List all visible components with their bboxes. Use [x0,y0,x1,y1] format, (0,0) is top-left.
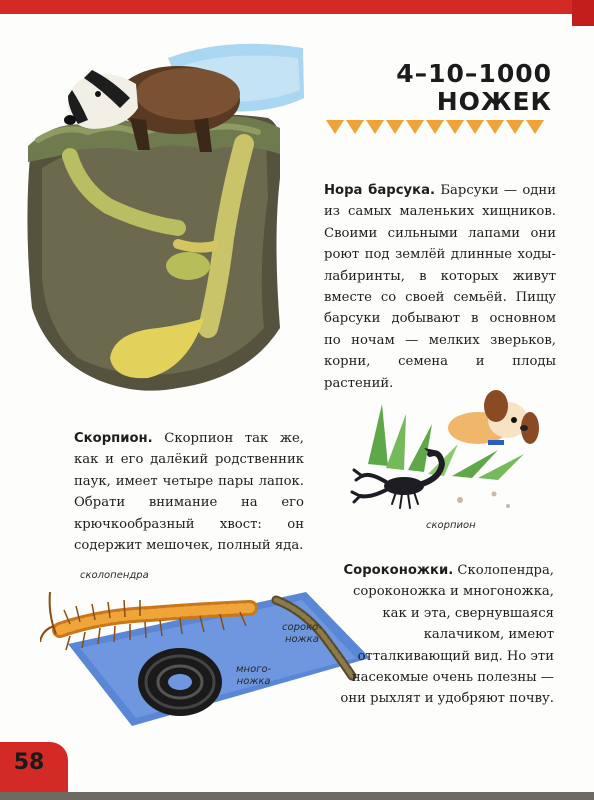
centipedes-heading: Сороконожки. [343,563,454,578]
centipede-caption [282,622,322,646]
millipede-caption-line-1: много- [236,664,272,675]
title-line-2: НОЖЕК [436,87,552,116]
badger-burrow-illustration [18,28,308,420]
page-bottom-edge [0,792,594,800]
millipede-caption [236,664,271,688]
page-number: 58 [13,750,45,775]
decorative-zigzag [326,120,552,136]
centipede-illustration [40,580,380,740]
centipede-caption-line-2: ножка [285,634,319,645]
scorpion-body: Скорпион так же, как и его далёкий родственник паук, имеет четыре пары лапок. Обрати внимание на его крючкообразный хвост: он содержит мешочек, полный яда. [74,431,304,554]
scolopendra-caption: сколопендра [80,570,149,581]
scorpion-caption: скорпион [426,520,476,531]
scorpion-heading: Скорпион. [74,431,153,446]
page-top-edge [0,0,594,14]
badger-paragraph [324,180,556,394]
page-corner [572,0,594,26]
page-title [396,60,552,116]
badger-body: Барсуки — одни из самых маленьких хищников. Своими сильными лапами они роют под землёй длинные ходы-лабиринты, в которых живут вместе со своей семьёй. Пищу барсуки добывают в основном по ночам — мелких зверьков, корни, семена и плоды растений. [324,183,556,391]
millipede-caption-line-2: ножка [236,676,271,687]
centipedes-body: Сколопендра, сороконожка и многоножка, как и эта, свернувшаяся калачиком, имеют отталкивающий вид. Но эти насекомые очень полезны — они рыхлят и удобряют почву. [340,563,554,707]
title-line-1: 4–10–1000 [396,59,552,88]
scorpion-paragraph [74,428,304,556]
centipede-caption-line-1: сороко- [282,622,322,633]
centipedes-paragraph [340,560,554,710]
scorpion-illustration [348,384,548,520]
badger-heading: Нора барсука. [324,183,435,198]
